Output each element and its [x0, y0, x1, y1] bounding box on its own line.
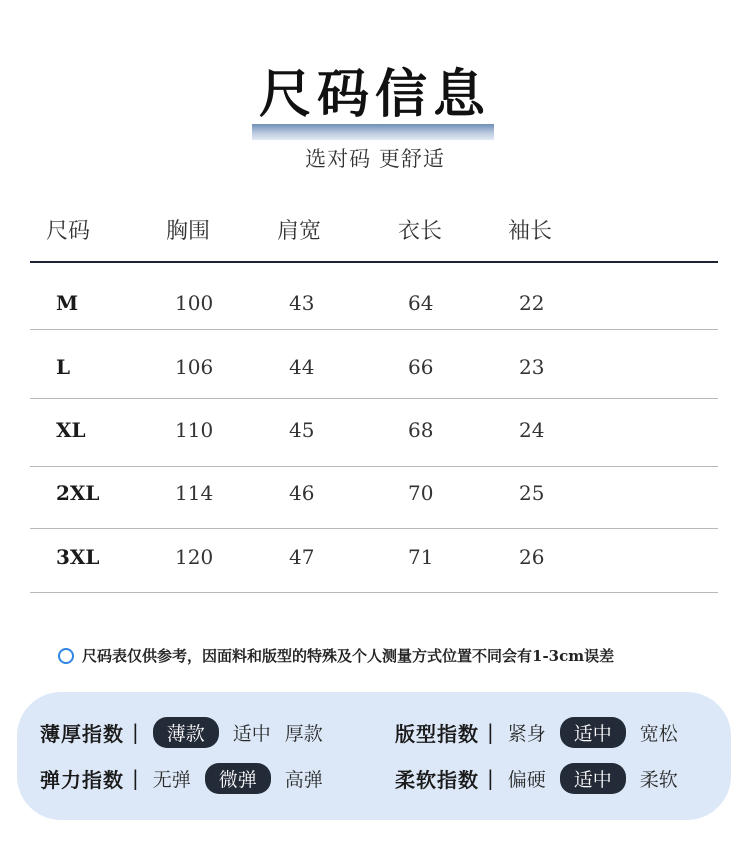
cell-sleeve: 23 [519, 355, 545, 379]
index-softness [395, 762, 692, 794]
cell-shoulder: 47 [289, 545, 315, 569]
cell-chest: 110 [175, 418, 214, 442]
cell-length: 71 [408, 545, 434, 569]
cell-length: 70 [408, 481, 434, 505]
measurement-note [58, 645, 614, 666]
cell-size: L [56, 355, 71, 379]
index-option: 柔软 [639, 768, 678, 791]
table-header-divider [30, 261, 718, 263]
row-divider [30, 528, 718, 529]
fabric-index-panel [17, 692, 731, 820]
page-subtitle: 选对码 更舒适 [305, 147, 445, 171]
cell-shoulder: 43 [289, 291, 315, 315]
column-header-length: 衣长 [398, 219, 443, 244]
row-divider [30, 329, 718, 330]
cell-sleeve: 22 [519, 291, 545, 315]
cell-length: 64 [408, 291, 434, 315]
index-option-selected: 适中 [560, 763, 626, 794]
index-option: 厚款 [284, 722, 323, 745]
row-divider [30, 398, 718, 399]
circle-icon [58, 648, 74, 664]
cell-sleeve: 24 [519, 418, 545, 442]
note-text: 尺码表仅供参考，因面料和版型的特殊及个人测量方式位置不同会有1-3cm误差 [82, 647, 615, 665]
cell-sleeve: 26 [519, 545, 545, 569]
title-area [0, 62, 750, 128]
column-header-shoulder: 肩宽 [277, 219, 322, 244]
page-title: 尺码信息 [258, 65, 491, 125]
index-separator: | [487, 766, 494, 790]
index-option: 偏硬 [507, 768, 546, 791]
cell-chest: 114 [175, 481, 214, 505]
index-fit [395, 716, 692, 748]
index-option: 高弹 [284, 768, 323, 791]
index-separator: | [487, 720, 494, 744]
column-header-chest: 胸围 [166, 219, 211, 244]
row-divider [30, 466, 718, 467]
index-option: 无弹 [152, 768, 191, 791]
index-option: 宽松 [639, 722, 678, 745]
cell-chest: 100 [175, 291, 214, 315]
cell-sleeve: 25 [519, 481, 545, 505]
index-label: 柔软指数 [395, 767, 479, 792]
cell-shoulder: 46 [289, 481, 315, 505]
index-label: 薄厚指数 [40, 721, 124, 746]
cell-shoulder: 44 [289, 355, 315, 379]
index-separator: | [132, 766, 139, 790]
column-header-sleeve: 袖长 [508, 219, 553, 244]
index-option-selected: 薄款 [153, 717, 219, 748]
cell-chest: 120 [175, 545, 214, 569]
cell-length: 68 [408, 418, 434, 442]
index-separator: | [132, 720, 139, 744]
index-option-selected: 适中 [560, 717, 626, 748]
cell-size: M [56, 291, 79, 315]
cell-size: XL [56, 418, 86, 442]
index-thickness [40, 716, 337, 748]
index-elasticity [40, 762, 337, 794]
index-option: 适中 [232, 722, 271, 745]
index-option-selected: 微弹 [205, 763, 271, 794]
index-option: 紧身 [507, 722, 546, 745]
index-label: 弹力指数 [40, 767, 124, 792]
cell-size: 3XL [56, 545, 100, 569]
row-divider [30, 592, 718, 593]
cell-size: 2XL [56, 481, 100, 505]
index-label: 版型指数 [395, 721, 479, 746]
cell-shoulder: 45 [289, 418, 315, 442]
cell-chest: 106 [175, 355, 214, 379]
column-header-size: 尺码 [46, 219, 91, 244]
cell-length: 66 [408, 355, 434, 379]
